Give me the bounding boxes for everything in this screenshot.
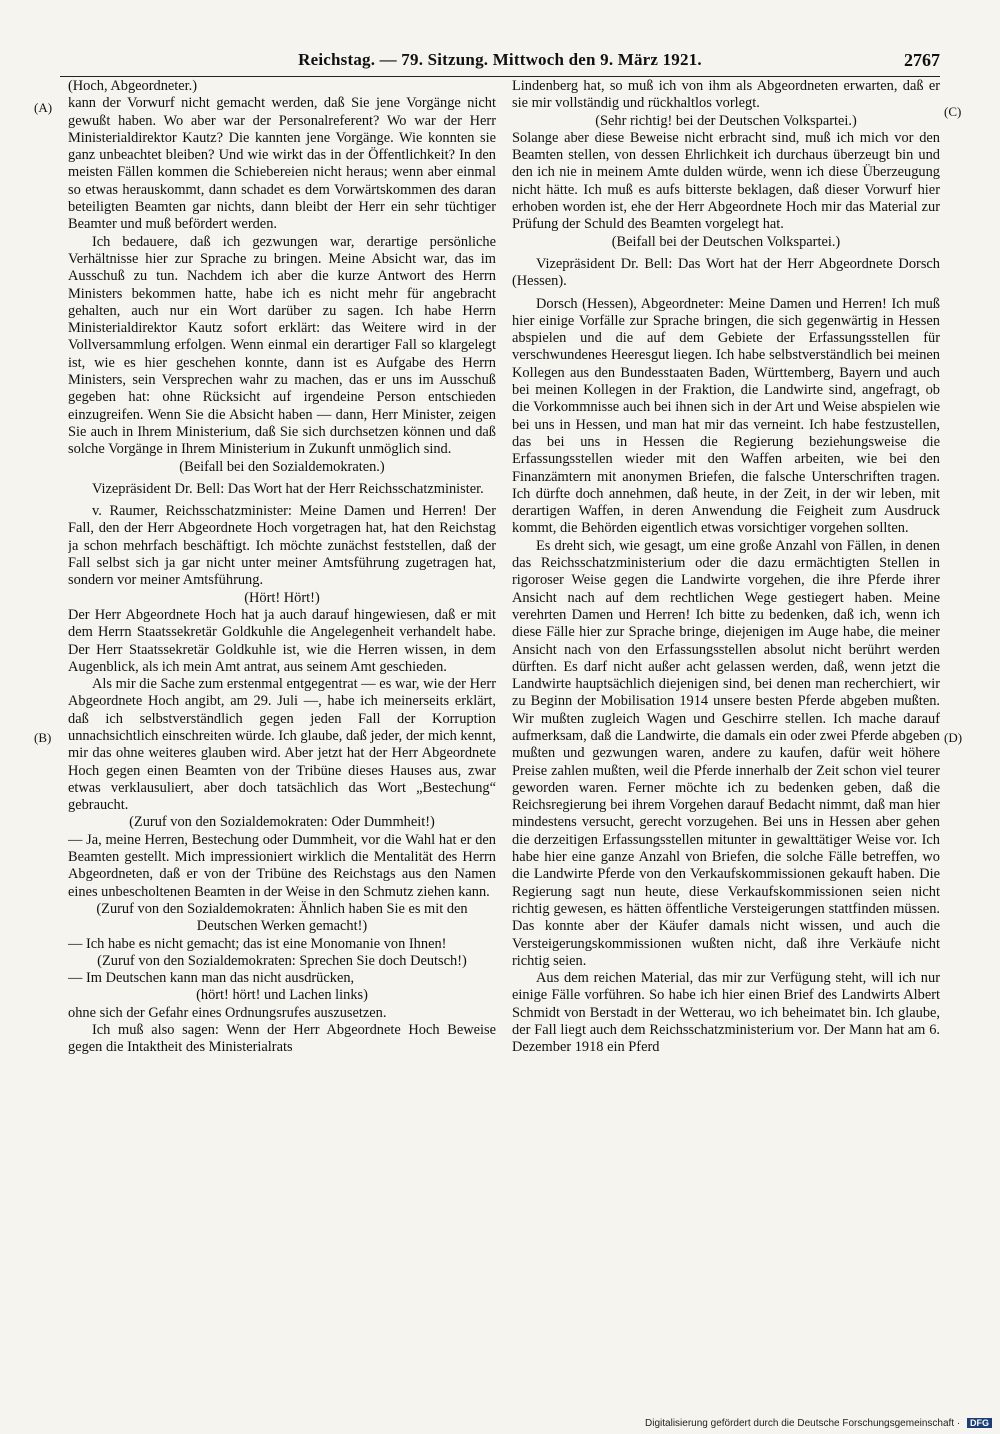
page-number: 2767 — [904, 50, 940, 70]
margin-marker-b: (B) — [34, 730, 52, 745]
left-column-paragraph: Als mir die Sache zum erstenmal entgegentrat — es war, wie der Herr Abgeordnete Hoch angibt, am 29. Juli —, habe ich meinerseits erklärt, daß ich selbstverständlich gegen jeden Fall der Korruption unnachsichtlich einschreiten würde. Ich glaube, daß jeder, der mich kennt, mir das ohne weiteres glauben wird. Aber jetzt hat der Herr Abgeordnete Hoch gegen einen Beamten von der Tribüne dieses Hauses aus, zwar etwas verklausuliert, aber doch tatsächlich das Wort „Bestechung“ gebraucht. — [68, 676, 496, 814]
left-column-paragraph: (Beifall bei den Sozialdemokraten.) — [179, 458, 385, 475]
left-column-paragraph: (Hört! Hört!) — [244, 589, 320, 606]
right-column — [512, 78, 940, 1363]
left-column-paragraph: Vizepräsident Dr. Bell: Das Wort hat der Herr Reichsschatzminister. — [92, 480, 484, 497]
right-column-paragraph: Solange aber diese Beweise nicht erbracht sind, muß ich mich vor den Beamten stellen, von dessen Ehrlichkeit ich durchaus überzeugt bin und den ich nie in meinem Amte dulden würde, wenn ich diese Überzeugung nicht hätte. Ich muß es aufs bitterste beklagen, daß dieser Vorwurf hier erhoben worden ist, ehe der Herr Abgeordnete Hoch mir das Material zur Prüfung der Schuld des Beamten vorgelegt hat. — [512, 129, 940, 233]
left-column-paragraph: (Zuruf von den Sozialdemokraten: Ähnlich haben Sie es mit den Deutschen Werken gemacht!) — [96, 900, 468, 935]
left-column-paragraph: (Zuruf von den Sozialdemokraten: Sprechen Sie doch Deutsch!) — [97, 952, 467, 969]
dfg-logo: DFG — [967, 1418, 992, 1428]
footer-credit — [645, 1418, 992, 1429]
left-column-paragraph: — Im Deutschen kann man das nicht ausdrücken, — [68, 970, 355, 987]
left-column-paragraph: (Zuruf von den Sozialdemokraten: Oder Dummheit!) — [129, 814, 435, 831]
right-column-paragraph: Es dreht sich, wie gesagt, um eine große Anzahl von Fällen, in denen das Reichsschatzministerium oder die dazu ermächtigten Stellen in rigoroser Weise gegen die Landwirte vorgehen, die ihre Pferde ihrer Ansicht nach auf dem rechtlichen Wege gestiegert haben. Meine verehrten Damen und Herren! Ich bitte zu bedenken, daß ich, wenn ich diese Fälle hier zur Sprache bringe, diejenigen im Auge habe, die meiner Ansicht nach von den Erfassungsstellen absolut nicht berührt werden dürften. Es darf nicht außer acht gelassen werden, daß, wenn jetzt die Landwirte hauptsächlich diejenigen sind, bei denen man recherchiert, wir zu Beginn der Mobilisation 1914 unsere besten Pferde abgeben mußten. Wir mußten zugleich Wagen und Geschirre stellen. Ich mache darauf aufmerksam, daß die Landwirte, die damals ein oder zwei Pferde abgeben mußten und gezwungen waren, andere zu kaufen, dafür weit höhere Preise zahlen mußten, weil die Pferde innerhalb der Zeit schon viel teurer geworden waren. Ferner möchte ich zu bedenken geben, daß die Reichsregierung bei ihrem Vorgehen darauf Bedacht nimmt, daß man hier mindestens versucht, gerecht vorzugehen. Bei uns in Hessen aber gehen die derzeitigen Erfassungsstellen mitunter in gewalttätiger Weise vor. Ich habe hier eine ganze Anzahl von Briefen, die solche Fälle betreffen, wo die Landwirte Pferde von den Verkaufskommissionen gekauft haben. Die Regierung sagt nun heute, diese Verkaufskommissionen seien nicht richtig gewesen, es hätten öffentliche Versteigerungen stattfinden müssen. Das konnte aber der Käufer damals nicht wissen, und auch die Versteigerungskommissionen wußten nicht, daß ihre Verkäufe nicht richtig seien. — [512, 537, 940, 969]
page-header — [60, 50, 940, 77]
left-column-paragraph: v. Raumer, Reichsschatzminister: Meine Damen und Herren! Der Fall, den der Herr Abgeordnete Hoch vorgetragen hat, hat den Reichstag ja schon mehrfach beschäftigt. Ich möchte zunächst feststellen, daß der Fall selbst sich ja gar nicht unter meiner Amtsführung zugetragen hat, sondern vor meiner Amtsführung. — [68, 503, 496, 589]
running-title: Reichstag. — 79. Sitzung. Mittwoch den 9. März 1921. — [298, 50, 702, 69]
right-column-paragraph: Lindenberg hat, so muß ich von ihm als Abgeordneten erwarten, daß er sie mir vollständig und rückhaltlos vorlegt. — [512, 78, 940, 112]
left-column-paragraph: Ich muß also sagen: Wenn der Herr Abgeordnete Hoch Beweise gegen die Intaktheit des Ministerialrats — [68, 1022, 496, 1056]
left-column — [68, 78, 496, 1363]
left-column-paragraph: (hört! hört! und Lachen links) — [196, 987, 368, 1004]
left-column-paragraph: — Ja, meine Herren, Bestechung oder Dummheit, vor die Wahl hat er den Beamten gestellt. Mich impressioniert wirklich die Mentalität des Herrn Abgeordneten, daß er von der Tribüne des Reichstags aus den Namen eines unbescholtenen Beamten in der Weise in den Schmutz ziehen kann. — [68, 831, 496, 900]
margin-marker-d: (D) — [944, 730, 963, 745]
margin-marker-c: (C) — [944, 104, 962, 119]
footer-text: Digitalisierung gefördert durch die Deutsche Forschungsgemeinschaft · — [645, 1418, 961, 1429]
left-column-paragraph: Ich bedauere, daß ich gezwungen war, derartige persönliche Verhältnisse hier zur Sprache zu bringen. Meine Absicht war, das im Ausschuß zu tun. Nachdem ich aber die kurze Antwort des Herrn Ministers bekommen hatte, habe ich es nicht mehr für angebracht gehalten, auch nur ein Wort darüber zu sagen. Ich habe Herrn Ministerialdirektor Kautz sofort erklärt: das Weitere wird in der Vollversammlung erfolgen. Wenn einmal ein derartiger Fall so klargelegt ist, wie es hier geschehen konnte, dann ist es Aufgabe des Herrn Ministers, sein Versprechen wahr zu machen, das er uns im Ausschuß gegeben hat: ohne Rücksicht auf irgendeine Person entschieden einzugreifen. Wenn Sie die Absicht haben — dann, Herr Minister, zeigen Sie auch in Ihrem Ministerium, daß Sie sich durchsetzen können und daß solche Vorgänge in Ihrem Ministerium in Zukunft unmöglich sind. — [68, 233, 496, 458]
right-column-paragraph: Dorsch (Hessen), Abgeordneter: Meine Damen und Herren! Ich muß hier einige Vorfälle zur Sprache bringen, die sich gegenwärtig in Hessen abspielen und die auf dem Gebiete der Erfassungsstellen für verschwundenes Heeresgut liegen. Ich habe selbstverständlich bei meinen Kollegen aus den Bundesstaaten Baden, Württemberg, Bayern und auch bei meinen Kollegen in der Fraktion, die Landwirte sind, angefragt, ob die Vorkommnisse auch bei ihnen sich in der Art und Weise abspielen wie bei uns in Hessen, und man hat mir das verneint. Ich habe festzustellen, das bei uns in Hessen die Regierung beziehungsweise die Erfassungsstellen wieder mit den Waffen arbeiten, wie bei den Finanzämtern mit anonymen Briefen, die falsche Unterschriften tragen. Ich dürfte doch annehmen, daß heute, in der Zeit, in der wir leben, mit derartigen Waffen, in deren Anwendung die Feigheit zum Ausdruck kommt, die Behörden eigentlich etwas vorsichtiger vorgehen sollten. — [512, 295, 940, 537]
right-column-paragraph: (Sehr richtig! bei der Deutschen Volkspartei.) — [595, 112, 857, 129]
left-column-paragraph: Der Herr Abgeordnete Hoch hat ja auch darauf hingewiesen, daß er mit dem Herrn Staatssekretär Goldkuhle die Angelegenheit verhandelt habe. Der Herr Staatssekretär Goldkuhle ist, wie die Herren wissen, in dem Augenblick, als ich mein Amt antrat, aus seinem Amt geschieden. — [68, 606, 496, 675]
right-column-paragraph: Aus dem reichen Material, das mir zur Verfügung steht, will ich nur einige Fälle vorführen. So habe ich hier einen Brief des Landwirts Albert Schmidt von Berstadt in der Wetterau, wo ich beheimatet bin. Ich glaube, der Fall liegt auch dem Reichsschatzministerium vor. Der Mann hat am 6. Dezember 1918 ein Pferd — [512, 970, 940, 1056]
right-column-paragraph: Vizepräsident Dr. Bell: Das Wort hat der Herr Abgeordnete Dorsch (Hessen). — [512, 255, 940, 290]
left-column-paragraph: ohne sich der Gefahr eines Ordnungsrufes auszusetzen. — [68, 1004, 387, 1021]
left-column-paragraph: kann der Vorwurf nicht gemacht werden, daß Sie jene Vorgänge nicht gewußt haben. Wo aber war der Personalreferent? Wo war der Herr Ministerialdirektor Kautz? Die kannten jene Vorgänge. Wie konnten sie ganz unbeachtet bleiben? Und wie wirkt das in der Öffentlichkeit? In den meisten Fällen kommen die Schiebereien nicht heraus; wenn aber einmal so etwas herauskommt, dann schadet es dem Vorwärtskommen des daran beteiligten Beamten gar nichts, dann bleibt der Herr ein sehr tüchtiger Beamter und muß befördert werden. — [68, 95, 496, 233]
left-column-paragraph: (Hoch, Abgeordneter.) — [68, 78, 198, 94]
right-column-paragraph: (Beifall bei der Deutschen Volkspartei.) — [611, 233, 841, 250]
margin-marker-a: (A) — [34, 100, 53, 115]
left-column-paragraph: — Ich habe es nicht gemacht; das ist eine Monomanie von Ihnen! — [68, 935, 447, 952]
